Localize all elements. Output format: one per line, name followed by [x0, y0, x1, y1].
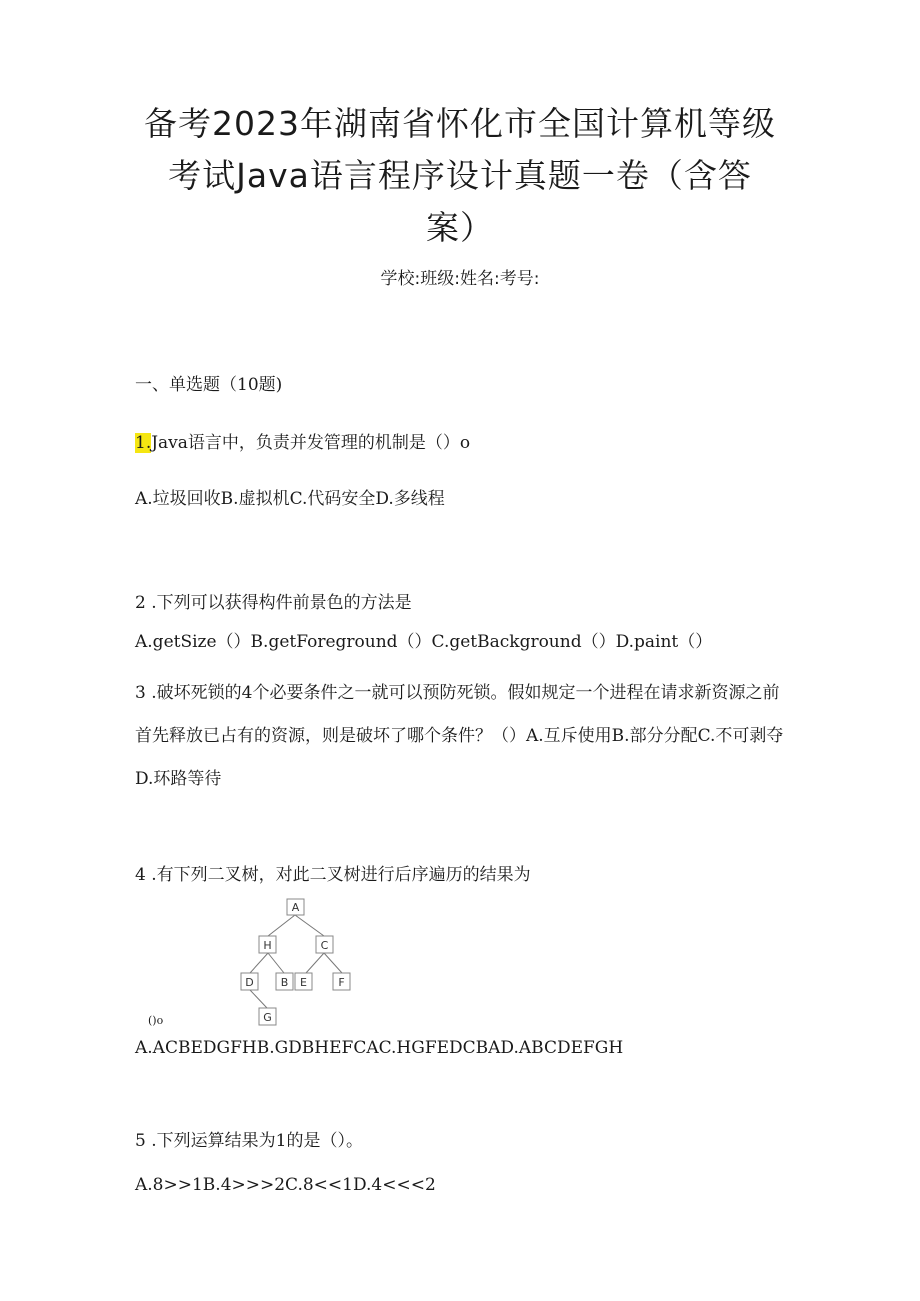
section-heading: 一、单选题（10题)	[135, 375, 283, 395]
question-1-text: Java语言中，负责并发管理的机制是（）o	[151, 433, 471, 453]
question-4-paren: ()o	[148, 1014, 164, 1027]
tree-node-h	[259, 936, 276, 953]
binary-tree-diagram	[232, 893, 362, 1028]
question-3-text: 3 .破坏死锁的4个必要条件之一就可以预防死锁。假如规定一个进程在请求新资源之前首先释放已占有的资源，则是破坏了哪个条件？（）A.互斥使用B.部分分配C.不可剥夺D.环路等待	[135, 683, 784, 789]
svg-text:C: C	[320, 939, 329, 952]
svg-text:E: E	[300, 976, 307, 989]
svg-text:H: H	[263, 939, 272, 952]
tree-node-a	[287, 899, 304, 915]
question-4-options: A.ACBEDGFHB.GDBHEFCAC.HGFEDCBAD.ABCDEFGH	[135, 1038, 624, 1058]
student-info-line: 学校:班级:姓名:考号:	[380, 269, 540, 289]
tree-node-f	[333, 973, 350, 990]
question-2-text: 2 .下列可以获得构件前景色的方法是	[135, 593, 412, 613]
title-line-3: 案）	[426, 208, 494, 247]
tree-node-d	[241, 973, 258, 990]
question-5-text: 5 .下列运算结果为1的是（）。	[135, 1131, 363, 1151]
svg-text:B: B	[280, 976, 289, 989]
question-4-text: 4 .有下列二叉树，对此二叉树进行后序遍历的结果为	[135, 865, 531, 885]
question-5-options: A.8>>1B.4>>>2C.8<<1D.4<<<2	[135, 1175, 436, 1195]
tree-node-b	[276, 973, 293, 990]
tree-node-e	[295, 973, 312, 990]
svg-text:A: A	[291, 901, 300, 914]
question-1-number: 1.	[135, 433, 152, 453]
question-1-options: A.垃圾回收B.虚拟机C.代码安全D.多线程	[135, 489, 445, 509]
title-line-2: 考试Java语言程序设计真题一卷（含答	[168, 156, 752, 195]
svg-text:G: G	[263, 1011, 272, 1024]
document-title	[120, 98, 800, 254]
svg-text:F: F	[338, 976, 345, 989]
tree-node-g	[259, 1008, 276, 1025]
question-1	[135, 428, 470, 453]
question-2-options: A.getSize（）B.getForeground（）C.getBackground（）D.paint（）	[135, 632, 713, 652]
title-line-1: 备考2023年湖南省怀化市全国计算机等级	[144, 104, 776, 143]
svg-text:D: D	[245, 976, 254, 989]
tree-node-c	[316, 936, 333, 953]
